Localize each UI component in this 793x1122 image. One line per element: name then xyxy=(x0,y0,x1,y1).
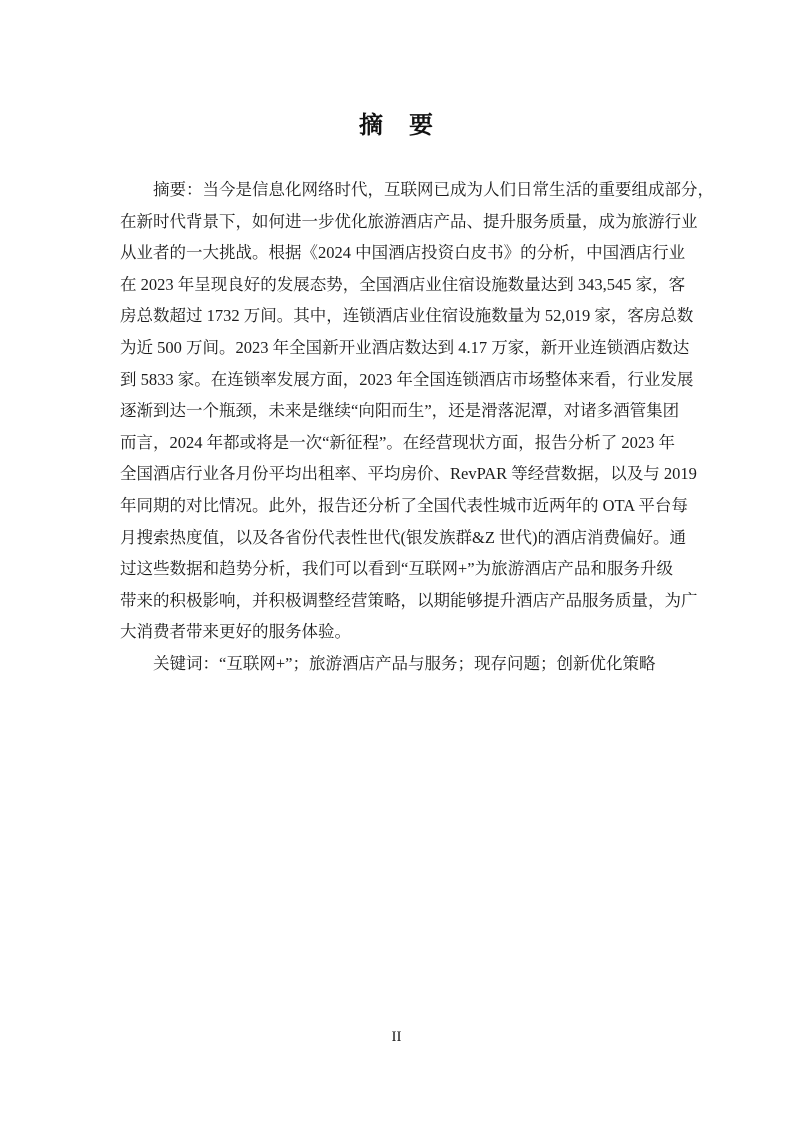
paragraph-line: 大消费者带来更好的服务体验。 xyxy=(120,622,351,642)
abstract-paragraph xyxy=(120,174,714,648)
paragraph-line: 摘要：当今是信息化网络时代，互联网已成为人们日常生活的重要组成部分， xyxy=(153,180,714,199)
paragraph-line: 过这些数据和趋势分析，我们可以看到“互联网+”为旅游酒店产品和服务升级 xyxy=(120,559,673,579)
paragraph-line: 逐渐到达一个瓶颈，未来是继续“向阳而生”，还是滑落泥潭，对诸多酒管集团 xyxy=(120,401,680,421)
abstract-section xyxy=(120,174,714,680)
paragraph-line: 为近 500 万间。2023 年全国新开业酒店数达到 4.17 万家，新开业连锁酒店数达 xyxy=(120,337,690,357)
page-title: 摘 要 xyxy=(359,112,434,139)
paragraph-line: 而言，2024 年都或将是一次“新征程”。在经营现状方面，报告分析了 2023 年 xyxy=(120,432,676,452)
paragraph-line: 房总数超过 1732 万间。其中，连锁酒店业住宿设施数量为 52,019 家，客房总数 xyxy=(120,306,694,326)
paragraph-line: 带来的积极影响，并积极调整经营策略，以期能够提升酒店产品服务质量，为广 xyxy=(120,590,698,610)
keywords-line: 关键词：“互联网+”；旅游酒店产品与服务；现存问题；创新优化策略 xyxy=(153,653,656,673)
paragraph-line: 从业者的一大挑战。根据《2024 中国酒店投资白皮书》的分析，中国酒店行业 xyxy=(120,243,686,263)
paragraph-line: 在新时代背景下，如何进一步优化旅游酒店产品、提升服务质量，成为旅游行业 xyxy=(120,211,698,231)
page-number: II xyxy=(391,1029,402,1045)
paragraph-line: 全国酒店行业各月份平均出租率、平均房价、RevPAR 等经营数据，以及与 2019 xyxy=(120,464,697,484)
paragraph-line: 到 5833 家。在连锁率发展方面，2023 年全国连锁酒店市场整体来看，行业发展 xyxy=(120,369,694,389)
paragraph-line: 在 2023 年呈现良好的发展态势，全国酒店业住宿设施数量达到 343,545 家，客 xyxy=(120,274,686,294)
paragraph-line: 月搜索热度值，以及各省份代表性世代(银发族群&Z 世代)的酒店消费偏好。通 xyxy=(120,527,687,547)
paragraph-line: 年同期的对比情况。此外，报告还分析了全国代表性城市近两年的 OTA 平台每 xyxy=(120,495,688,515)
